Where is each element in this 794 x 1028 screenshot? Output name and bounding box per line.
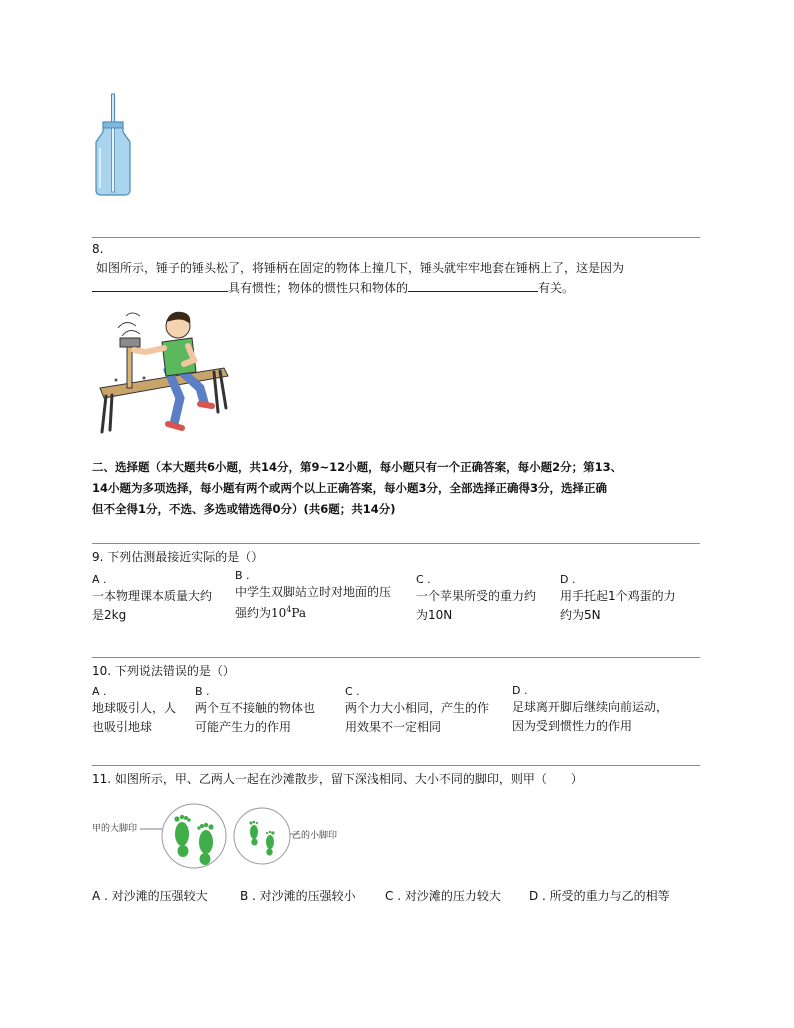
question-9-option-b[interactable]: B . 中学生双脚站立时对地面的压 强约为$10^4Pa$: [235, 569, 392, 620]
big-footprint-label: 甲的大脚印: [92, 824, 138, 834]
question-divider: [92, 657, 700, 658]
question-divider: [92, 765, 700, 766]
question-divider: [92, 543, 700, 544]
section-2-header-line1: 二、选择题（本大题共6小题，共14分，第9~12小题，每小题只有一个正确答案，每小题2分；第13、: [92, 460, 623, 474]
question-11-option-c[interactable]: C . 对沙滩的压力较大: [385, 889, 501, 903]
question-11-option-b[interactable]: B . 对沙滩的压强较小: [240, 889, 356, 903]
question-10-option-c[interactable]: C . 两个力大小相同，产生的作 用效果不一定相同: [345, 685, 490, 734]
question-number: 8.: [92, 242, 104, 256]
question-11-option-d[interactable]: D . 所受的重力与乙的相等: [529, 889, 670, 903]
question-10-option-d[interactable]: D . 足球离开脚后继续向前运动， 因为受到惯性力的作用: [512, 684, 669, 733]
hammer-man-illustration: [96, 308, 232, 434]
question-10-option-a[interactable]: A . 地球吸引人，人 也吸引地球: [92, 685, 177, 734]
question-11-option-a[interactable]: A . 对沙滩的压强较大: [92, 889, 208, 903]
question-8-line1: 如图所示，锤子的锤头松了，将锤柄在固定的物体上撞几下，锤头就牢牢地套在锤柄上了，这是因为: [96, 261, 625, 275]
question-9-stem: 9. 下列估测最接近实际的是（）: [92, 550, 264, 564]
glass-bottle-figure: [90, 92, 138, 198]
question-11-stem: 11. 如图所示，甲、乙两人一起在沙滩散步，留下深浅相同、大小不同的脚印，则甲（ ）: [92, 772, 583, 786]
footprints-figure: [140, 800, 300, 876]
answer-blank-1[interactable]: [92, 277, 228, 292]
question-divider: [92, 237, 700, 238]
question-10-stem: 10. 下列说法错误的是（）: [92, 664, 235, 678]
question-9-option-a[interactable]: A . 一本物理课本质量大约 是2kg: [92, 573, 213, 622]
question-8-line2: 具有惯性；物体的惯性只和物体的 有关。: [92, 277, 574, 297]
small-footprint-label: 乙的小脚印: [292, 831, 338, 841]
answer-blank-2[interactable]: [408, 277, 538, 292]
question-10-option-b[interactable]: B . 两个互不接触的物体也 可能产生力的作用: [195, 685, 316, 734]
section-2-header-line3: 但不全得1分，不选、多选或错选得0分）(共6题；共14分): [92, 502, 396, 516]
question-9-option-d[interactable]: D . 用手托起1个鸡蛋的力 约为5N: [560, 573, 676, 622]
question-9-option-c[interactable]: C . 一个苹果所受的重力约 为10N: [416, 573, 537, 622]
section-2-header-line2: 14小题为多项选择，每小题有两个或两个以上正确答案，每小题3分，全部选择正确得3分，选择正确: [92, 481, 608, 495]
